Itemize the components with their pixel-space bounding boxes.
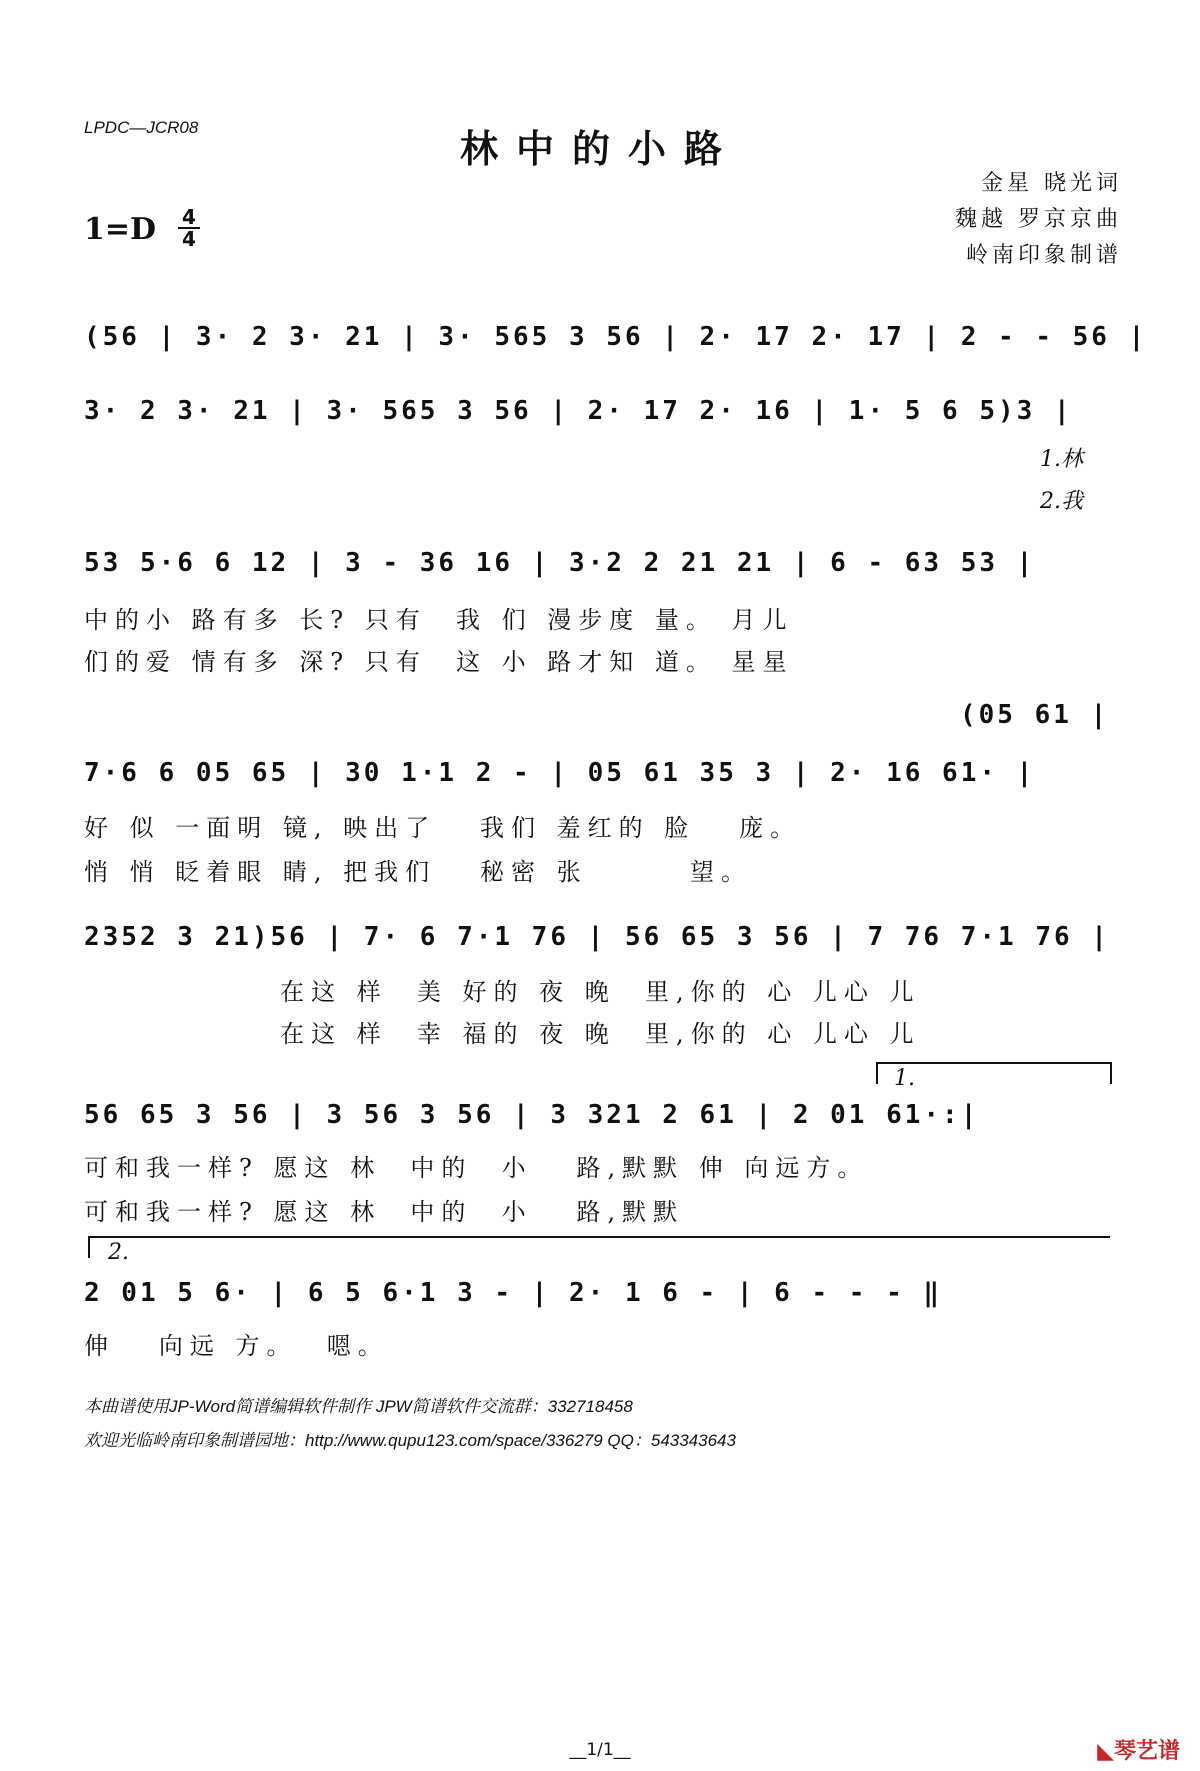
- key-signature: 1=D: [84, 212, 157, 247]
- system-5-lyric-2: 在这 样 幸 福的 夜 晚 里,你的 心 儿心 儿: [280, 1020, 921, 1048]
- arranger-credit: 岭南印象制谱: [965, 243, 1122, 268]
- logo-icon: ◣: [1097, 1739, 1114, 1764]
- system-7-lyric-1: 伸 向远 方。 嗯。: [84, 1332, 389, 1360]
- footer-software-note: 本曲谱使用JP-Word简谱编辑软件制作 JPW简谱软件交流群：332718458: [84, 1397, 633, 1416]
- system-5-lyric-1: 在这 样 美 好的 夜 晚 里,你的 心 儿心 儿: [280, 978, 921, 1006]
- system-4-lyric-1: 好 似 一面明 镜, 映出了 我们 羞红的 脸 庞。: [84, 814, 802, 842]
- composer-credit: 魏越 罗京京曲: [955, 207, 1122, 232]
- first-ending-label: 1.: [894, 1066, 915, 1091]
- page-number: __1/1__: [569, 1740, 631, 1760]
- system-3-lyric-1: 中的小 路有多 长? 只有 我 们 漫步度 量。 月儿: [84, 606, 794, 634]
- system-4-pickup: (05 61 |: [960, 700, 1110, 730]
- system-6-lyric-1: 可和我一样? 愿这 林 中的 小 路,默默 伸 向远方。: [84, 1154, 869, 1182]
- song-title: 林中的小路: [459, 126, 740, 171]
- system-2-notes: 3· 2 3· 21 | 3· 565 3 56 | 2· 17 2· 16 | 1· 5 6 5)3 |: [84, 396, 1073, 426]
- site-logo: [1097, 1734, 1180, 1765]
- verse-label-2: 2.我: [1040, 489, 1083, 514]
- footer-website-link[interactable]: 欢迎光临岭南印象制谱园地：http://www.qupu123.com/space/336279 QQ：543343643: [84, 1431, 736, 1450]
- system-7-notes: 2 01 5 6· | 6 5 6·1 3 - | 2· 1 6 - | 6 - - - ‖: [84, 1278, 943, 1308]
- system-3-notes: 53 5·6 6 12 | 3 - 36 16 | 3·2 2 21 21 | 6 - 63 53 |: [84, 548, 1036, 578]
- system-4-notes: 7·6 6 05 65 | 30 1·1 2 - | 05 61 35 3 | 2· 16 61· |: [84, 758, 1036, 788]
- system-5-notes: 2352 3 21)56 | 7· 6 7·1 76 | 56 65 3 56 | 7 76 7·1 76 |: [84, 922, 1110, 952]
- system-6-lyric-2: 可和我一样? 愿这 林 中的 小 路,默默: [84, 1198, 685, 1226]
- logo-text: 琴艺谱: [1113, 1739, 1180, 1764]
- system-4-lyric-2: 悄 悄 眨着眼 睛, 把我们 秘密 张 望。: [84, 858, 753, 886]
- time-signature: [178, 205, 200, 251]
- second-ending-label: 2.: [108, 1240, 129, 1265]
- score-code: LPDC—JCR08: [84, 118, 199, 137]
- meter-bottom: 4: [182, 227, 196, 251]
- lyricist-credit: 金星 晓光词: [981, 171, 1122, 196]
- system-6-notes: 56 65 3 56 | 3 56 3 56 | 3 321 2 61 | 2 01 61·:|: [84, 1100, 980, 1130]
- system-1-notes: (56 | 3· 2 3· 21 | 3· 565 3 56 | 2· 17 2· 17 | 2 - - 56 |: [84, 322, 1148, 352]
- meter-top: 4: [182, 205, 196, 229]
- system-3-lyric-2: 们的爱 情有多 深? 只有 这 小 路才知 道。 星星: [84, 648, 794, 676]
- second-ending-bracket: [88, 1236, 1110, 1258]
- verse-label-1: 1.林: [1040, 447, 1083, 472]
